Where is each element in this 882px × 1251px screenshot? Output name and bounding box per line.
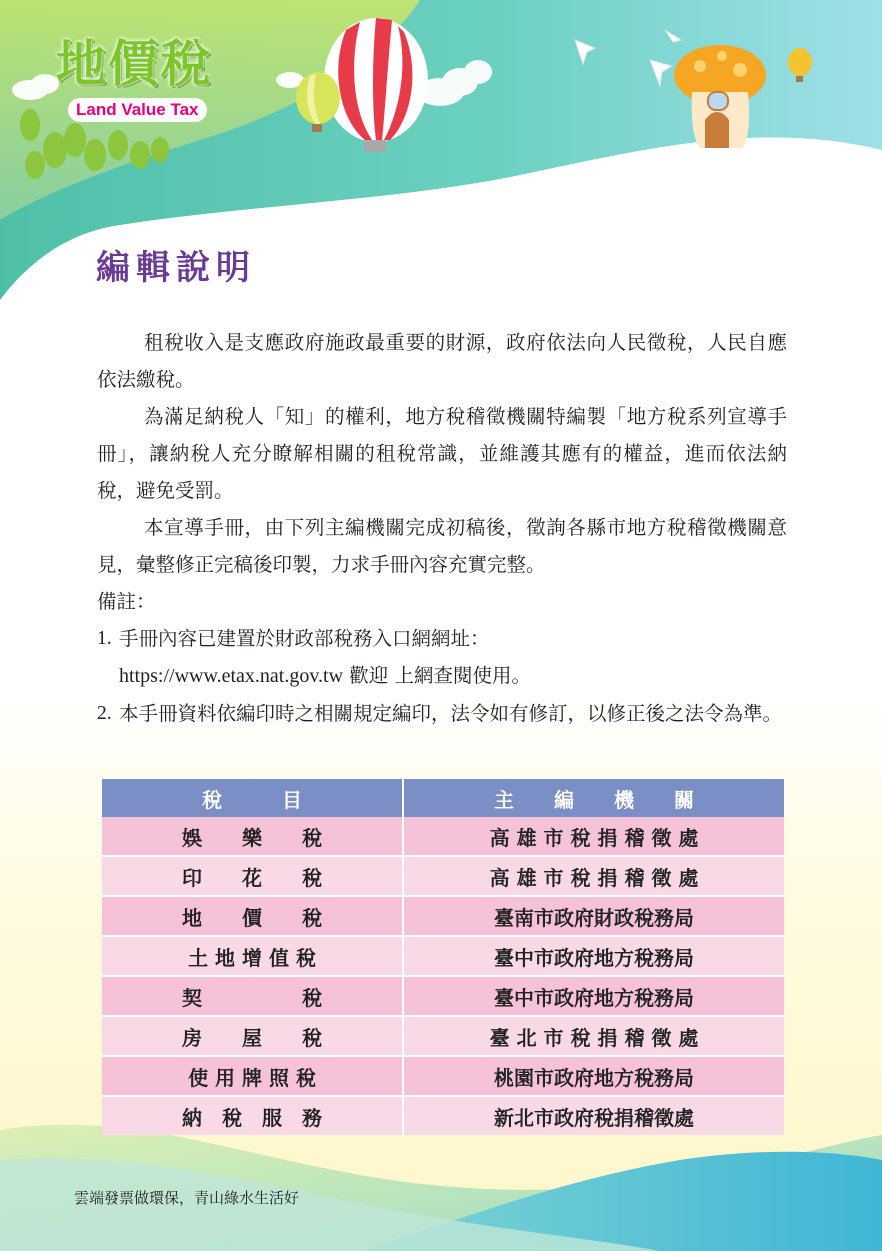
table-row [102, 936, 784, 976]
agency-cell: 桃園市政府地方稅務局 [403, 1056, 784, 1096]
tax-agency-table [102, 779, 784, 1135]
column-header-tax-item: 稅 目 [102, 779, 403, 817]
logo-title-en: Land Value Tax [68, 98, 207, 122]
notes-label: 備註： [97, 590, 156, 613]
tax-item-cell: 印 花 稅 [102, 856, 403, 896]
tax-item-cell: 土 地 增 值 稅 [102, 936, 403, 976]
paragraph: 租稅收入是支應政府施政最重要的財源，政府依法向人民徵稅，人民自應依法繳稅。 [97, 331, 787, 391]
paragraph: 本宣導手冊，由下列主編機關完成初稿後，徵詢各縣市地方稅稽徵機關意見，彙整修正完稿後印製，力求手冊內容充實完整。 [97, 516, 787, 576]
logo [48, 34, 258, 124]
tax-item-cell: 納 稅 服 務 [102, 1096, 403, 1135]
etax-url-link[interactable]: https://www.etax.nat.gov.tw [119, 665, 344, 687]
intro-text [97, 324, 787, 732]
page-title: 編輯說明 [96, 248, 256, 288]
note-text: 手冊內容已建置於財政部稅務入口網網址： [119, 627, 490, 650]
tax-item-cell: 娛 樂 稅 [102, 817, 403, 856]
paragraph: 為滿足納稅人「知」的權利，地方稅稽徵機關特編製「地方稅系列宣導手冊」，讓納稅人充分瞭解相關的租稅常識，並維護其應有的權益，進而依法納稅，避免受罰。 [97, 405, 787, 502]
table-row [102, 976, 784, 1016]
table-row [102, 817, 784, 856]
table-row [102, 1096, 784, 1135]
table-row [102, 896, 784, 936]
note-item [97, 695, 787, 732]
agency-cell: 臺中市政府地方稅務局 [403, 936, 784, 976]
column-header-agency: 主 編 機 關 [403, 779, 784, 817]
tax-item-cell: 房 屋 稅 [102, 1016, 403, 1056]
note-text: 本手冊資料依編印時之相關規定編印，法令如有修訂，以修正後之法令為準。 [119, 702, 783, 725]
agency-cell: 臺 北 市 稅 捐 稽 徵 處 [403, 1016, 784, 1056]
footer-slogan: 雲端發票做環保，青山綠水生活好 [74, 1189, 300, 1207]
note-item [97, 620, 787, 695]
agency-cell: 高 雄 市 稅 捐 稽 徵 處 [403, 817, 784, 856]
note-text: 歡迎 上網查閱使用。 [343, 664, 531, 687]
agency-cell: 高 雄 市 稅 捐 稽 徵 處 [403, 856, 784, 896]
tax-item-cell: 地 價 稅 [102, 896, 403, 936]
table-row [102, 1056, 784, 1096]
table-row [102, 856, 784, 896]
agency-cell: 臺南市政府財政稅務局 [403, 896, 784, 936]
note-number: 2. [97, 703, 112, 724]
table-header-row [102, 779, 784, 817]
tax-item-cell: 使 用 牌 照 稅 [102, 1056, 403, 1096]
tax-item-cell: 契 稅 [102, 976, 403, 1016]
logo-title-cn: 地價稅 [56, 35, 212, 93]
agency-cell: 新北市政府稅捐稽徵處 [403, 1096, 784, 1135]
table-row [102, 1016, 784, 1056]
agency-cell: 臺中市政府地方稅務局 [403, 976, 784, 1016]
note-number: 1. [97, 628, 112, 649]
